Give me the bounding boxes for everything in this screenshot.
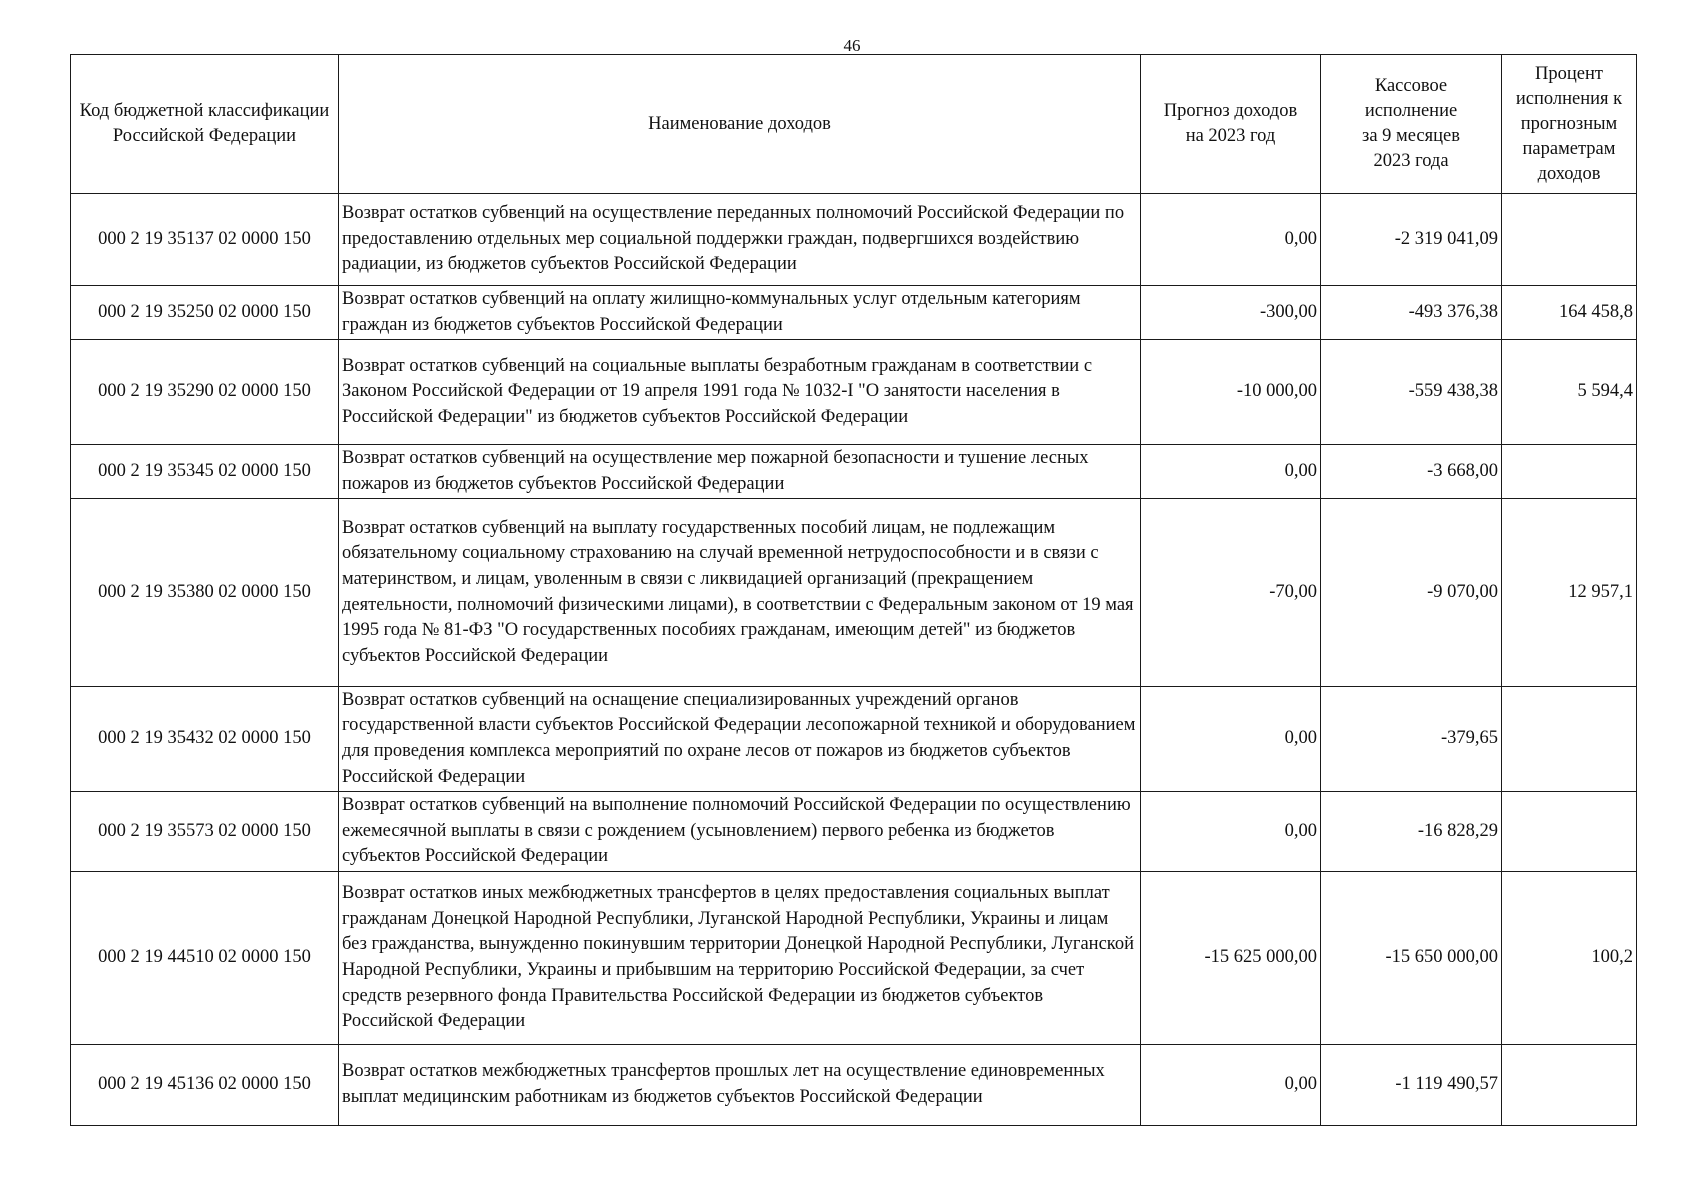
row-forecast: 0,00 [1141,792,1321,872]
row-name: Возврат остатков субвенций на выплату государственных пособий лицам, не подлежащим обязательному социальному страхованию на случай временной нетрудоспособности и в связи с материнством, и лицам, уволенным в связи с ликвидацией организаций (прекращением деятельности, полномочий физическими лицами), в соответствии с Федеральным законом от 19 мая 1995 года № 81-ФЗ "О государственных пособиях гражданам, имеющим детей" из бюджетов субъектов Российской Федерации [339,499,1141,687]
row-code: 000 2 19 35137 02 0000 150 [71,194,339,286]
row-name: Возврат остатков субвенций на осуществление мер пожарной безопасности и тушение лесных пожаров из бюджетов субъектов Российской Федерации [339,445,1141,499]
table-row [71,286,1637,340]
header-forecast: Прогноз доходов на 2023 год [1141,55,1321,194]
table-row [71,340,1637,445]
row-code: 000 2 19 35380 02 0000 150 [71,499,339,687]
table-row [71,194,1637,286]
row-forecast: 0,00 [1141,445,1321,499]
header-percent: Процент исполнения к прогнозным параметрам доходов [1502,55,1637,194]
row-code: 000 2 19 35290 02 0000 150 [71,340,339,445]
row-percent: 100,2 [1502,872,1637,1045]
row-code: 000 2 19 35432 02 0000 150 [71,687,339,792]
table-row [71,1045,1637,1126]
row-code: 000 2 19 44510 02 0000 150 [71,872,339,1045]
row-execution: -2 319 041,09 [1321,194,1502,286]
row-code: 000 2 19 45136 02 0000 150 [71,1045,339,1126]
row-code: 000 2 19 35250 02 0000 150 [71,286,339,340]
row-name: Возврат остатков субвенций на социальные выплаты безработным гражданам в соответствии с Законом Российской Федерации от 19 апреля 1991 года № 1032-I "О занятости населения в Российской Федерации" из бюджетов субъектов Российской Федерации [339,340,1141,445]
row-name: Возврат остатков межбюджетных трансфертов прошлых лет на осуществление единовременных выплат медицинским работникам из бюджетов субъектов Российской Федерации [339,1045,1141,1126]
table-body [71,194,1637,1126]
table-row [71,445,1637,499]
row-execution: -16 828,29 [1321,792,1502,872]
row-forecast: -10 000,00 [1141,340,1321,445]
row-execution: -9 070,00 [1321,499,1502,687]
row-percent [1502,1045,1637,1126]
row-execution: -1 119 490,57 [1321,1045,1502,1126]
row-name: Возврат остатков субвенций на осуществление переданных полномочий Российской Федерации по предоставлению отдельных мер социальной поддержки граждан, подвергшихся воздействию радиации, из бюджетов субъектов Российской Федерации [339,194,1141,286]
table-header [71,55,1637,194]
row-forecast: -15 625 000,00 [1141,872,1321,1045]
row-percent: 164 458,8 [1502,286,1637,340]
row-execution: -379,65 [1321,687,1502,792]
row-percent [1502,792,1637,872]
row-code: 000 2 19 35573 02 0000 150 [71,792,339,872]
row-code: 000 2 19 35345 02 0000 150 [71,445,339,499]
table-row [71,687,1637,792]
row-forecast: -70,00 [1141,499,1321,687]
row-forecast: -300,00 [1141,286,1321,340]
row-execution: -493 376,38 [1321,286,1502,340]
row-execution: -559 438,38 [1321,340,1502,445]
row-percent [1502,194,1637,286]
table-row [71,872,1637,1045]
row-percent [1502,445,1637,499]
page-number: 46 [843,36,861,55]
row-name: Возврат остатков субвенций на оплату жилищно-коммунальных услуг отдельным категориям граждан из бюджетов субъектов Российской Федерации [339,286,1141,340]
row-name: Возврат остатков субвенций на выполнение полномочий Российской Федерации по осуществлению ежемесячной выплаты в связи с рождением (усыновлением) первого ребенка из бюджетов субъектов Российской Федерации [339,792,1141,872]
row-name: Возврат остатков иных межбюджетных трансфертов в целях предоставления социальных выплат гражданам Донецкой Народной Республики, Луганской Народной Республики, Украины и лицам без гражданства, вынужденно покинувшим территории Донецкой Народной Республики, Луганской Народной Республики, Украины и прибывшим на территорию Российской Федерации, за счет средств резервного фонда Правительства Российской Федерации из бюджетов субъектов Российской Федерации [339,872,1141,1045]
row-percent: 5 594,4 [1502,340,1637,445]
row-forecast: 0,00 [1141,1045,1321,1126]
revenue-table [70,54,1637,1126]
row-execution: -15 650 000,00 [1321,872,1502,1045]
header-execution: Кассовое исполнение за 9 месяцев 2023 года [1321,55,1502,194]
row-forecast: 0,00 [1141,194,1321,286]
row-execution: -3 668,00 [1321,445,1502,499]
table-row [71,792,1637,872]
header-name: Наименование доходов [339,55,1141,194]
header-code: Код бюджетной классификации Российской Федерации [71,55,339,194]
row-percent: 12 957,1 [1502,499,1637,687]
row-forecast: 0,00 [1141,687,1321,792]
header-row [71,55,1637,194]
table-row [71,499,1637,687]
row-name: Возврат остатков субвенций на оснащение специализированных учреждений органов государственной власти субъектов Российской Федерации лесопожарной техникой и оборудованием для проведения комплекса мероприятий по охране лесов от пожаров из бюджетов субъектов Российской Федерации [339,687,1141,792]
row-percent [1502,687,1637,792]
